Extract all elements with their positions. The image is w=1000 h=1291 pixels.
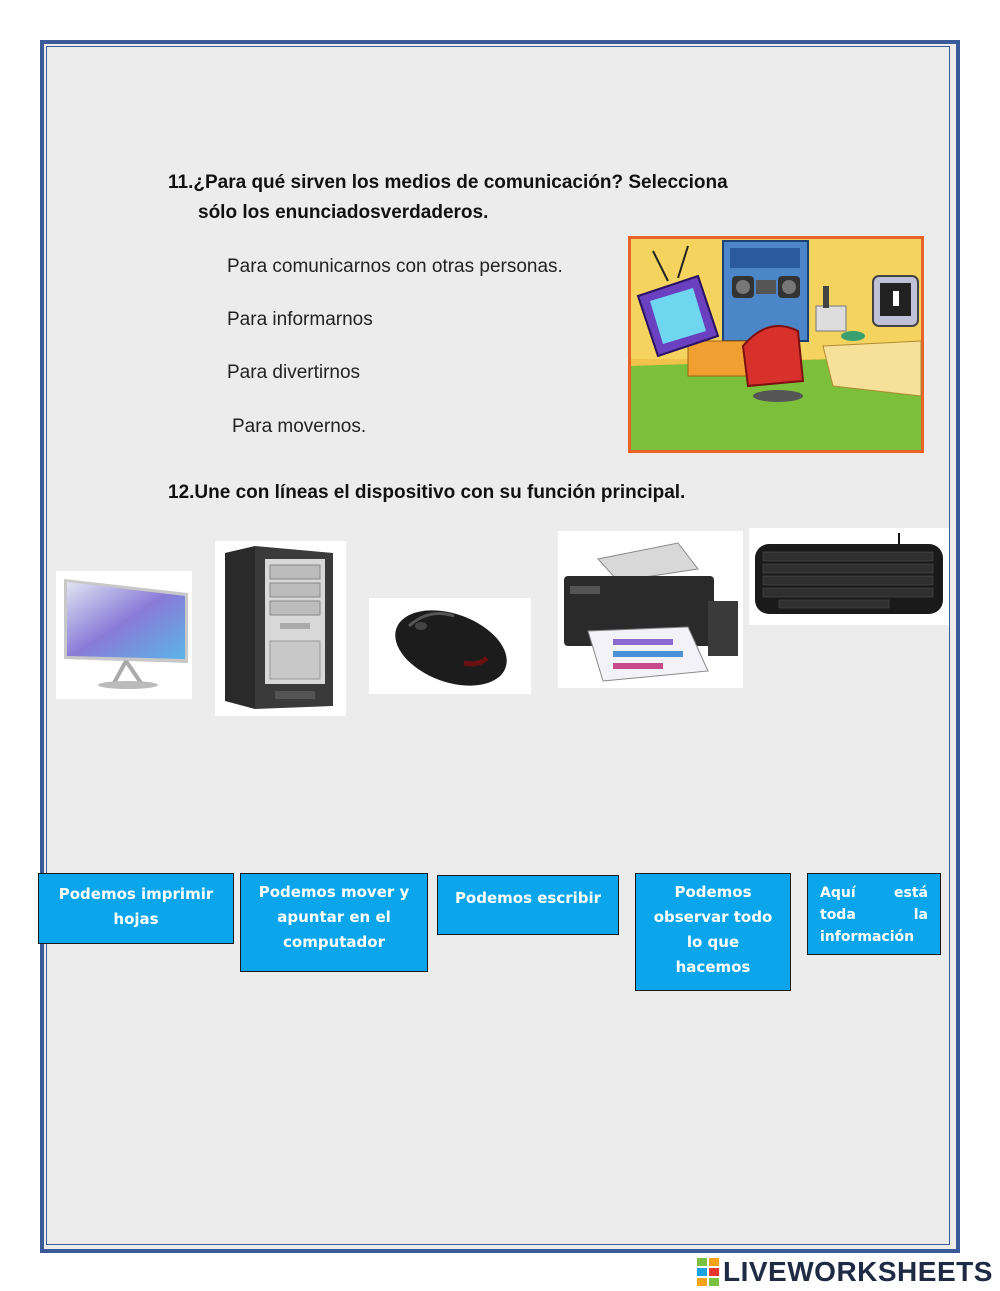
option-comunicarnos[interactable]: Para comunicarnos con otras personas. bbox=[227, 256, 563, 277]
question-11-line2: sólo los enunciadosverdaderos. bbox=[198, 202, 489, 223]
option-informarnos[interactable]: Para informarnos bbox=[227, 309, 373, 330]
keyboard-image bbox=[749, 528, 949, 625]
option-movernos[interactable]: Para movernos. bbox=[232, 416, 367, 437]
option-divertirnos[interactable]: Para divertirnos bbox=[227, 362, 361, 383]
answer-imprimir-hojas[interactable]: Podemos imprimir hojas bbox=[38, 873, 234, 944]
answer-observar[interactable]: Podemos observar todo lo que hacemos bbox=[635, 873, 791, 991]
mouse-image bbox=[369, 598, 531, 694]
liveworksheets-logo-icon bbox=[697, 1258, 719, 1286]
answer-mover-apuntar[interactable]: Podemos mover y apuntar en el computador bbox=[240, 873, 428, 972]
cpu-tower-image bbox=[215, 541, 346, 716]
question-12: 12.Une con líneas el dispositivo con su función principal. bbox=[168, 482, 686, 503]
media-room-illustration bbox=[628, 236, 924, 453]
question-11-line1: 11.¿Para qué sirven los medios de comunicación? Selecciona bbox=[168, 172, 728, 193]
printer-image bbox=[558, 531, 743, 688]
monitor-image bbox=[56, 571, 192, 699]
answer-escribir[interactable]: Podemos escribir bbox=[437, 875, 619, 935]
liveworksheets-logo bbox=[697, 1256, 993, 1288]
liveworksheets-logo-text: LIVEWORKSHEETS bbox=[723, 1256, 993, 1287]
answer-informacion[interactable]: Aquí está toda la información bbox=[807, 873, 941, 955]
